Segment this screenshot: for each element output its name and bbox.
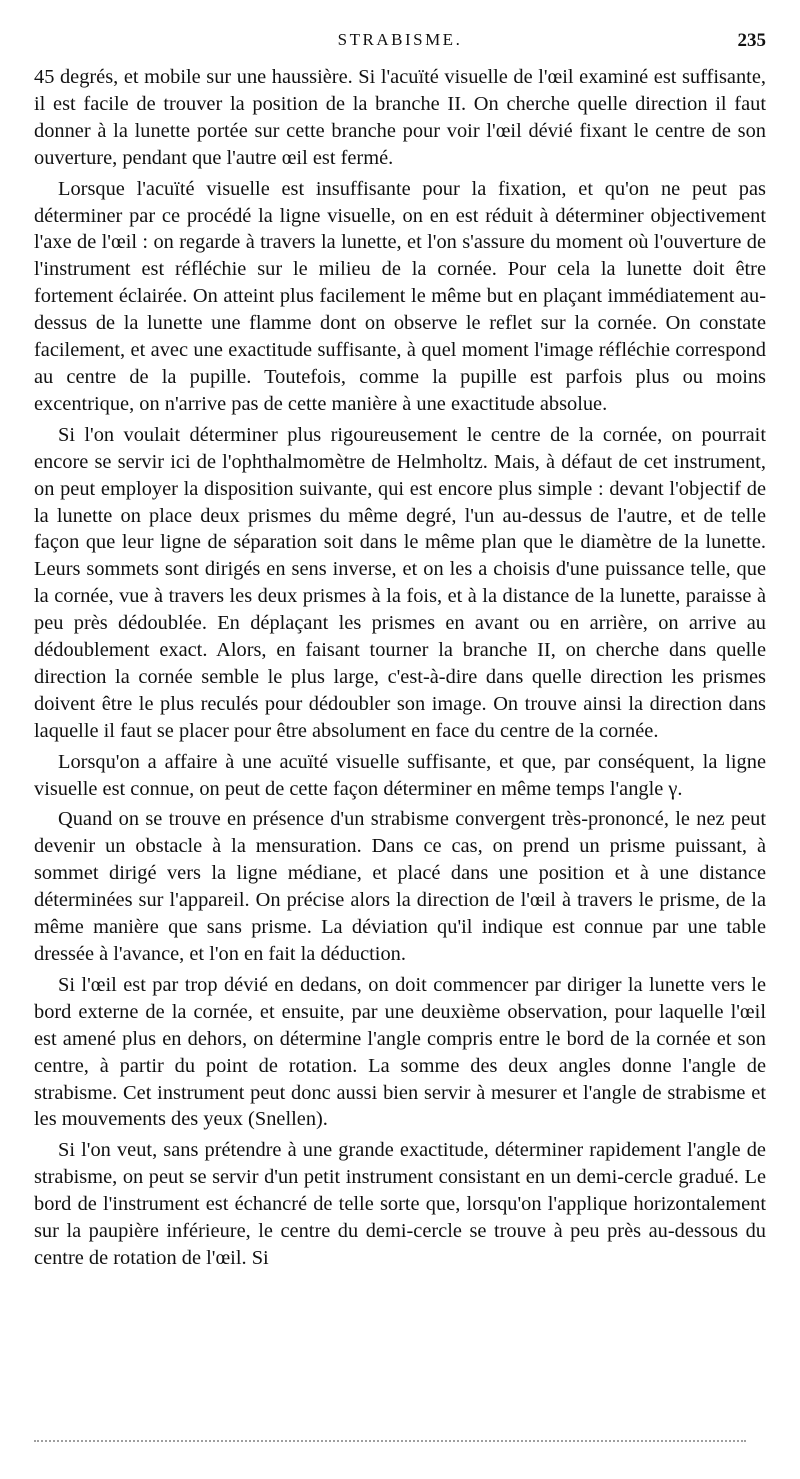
paragraph: Si l'œil est par trop dévié en dedans, on doit commencer par diriger la lunette vers le bord externe de la cornée, et ensuite, par une deuxième observation, pour laquelle l'œil est amené plus en dehors, on détermine l'angle compris entre le bord de la cornée et son centre, à partir du point de rotation. La somme des deux angles donne l'angle de strabisme. Cet instrument peut donc aussi bien servir à mesurer et l'angle de strabisme et les mouvements des yeux (Snellen). — [34, 973, 766, 1131]
body-text — [34, 64, 766, 1276]
paragraph: Quand on se trouve en présence d'un strabisme convergent très-prononcé, le nez peut devenir un obstacle à la mensuration. Dans ce cas, on prend un prisme puissant, à sommet dirigé vers la ligne médiane, et placé dans une position et à une distance déterminées sur l'appareil. On précise alors la direction de l'œil à travers le prisme, de la même manière que sans prisme. La déviation qu'il indique est connue par une table dressée à l'avance, et l'on en fait la déduction. — [34, 808, 766, 965]
paragraph: Si l'on veut, sans prétendre à une grande exactitude, déterminer rapidement l'angle de strabisme, on peut se servir d'un petit instrument consistant en un demi-cercle gradué. Le bord de l'instrument est échancré de telle sorte que, lorsqu'on l'applique horizontalement sur la paupière inférieure, le centre du demi-cercle se trouve à peu près au-dessous du centre de rotation de l'œil. Si — [34, 1139, 766, 1269]
paragraph: Si l'on voulait déterminer plus rigoureusement le centre de la cornée, on pourrait encore se servir ici de l'ophthalmomètre de Helmholtz. Mais, à défaut de cet instrument, on peut employer la disposition suivante, qui est encore plus simple : devant l'objectif de la lunette on place deux prismes du même degré, l'un au-dessus de l'autre, et de telle façon que leur ligne de séparation soit dans le même plan que le diamètre de la lunette. Leurs sommets sont dirigés en sens inverse, et on les a choisis d'une puissance telle, que la cornée, vue à travers les deux prismes à la fois, et à la distance de la lunette, paraisse à peu près dédoublée. En déplaçant les prismes en avant ou en arrière, on arrive au dédoublement exact. Alors, en faisant tourner la branche II, on cherche dans quelle direction la cornée semble le plus large, c'est-à-dire dans quelle direction les prismes doivent être le plus reculés pour dédoubler son image. On trouve ainsi la direction dans laquelle il faut se placer pour être absolument en face du centre de la cornée. — [34, 423, 766, 742]
running-title: STRABISME. — [337, 30, 463, 49]
paragraph: Lorsque l'acuïté visuelle est insuffisante pour la fixation, et qu'on ne peut pas déterminer par ce procédé la ligne visuelle, on en est réduit à déterminer objectivement l'axe de l'œil : on regarde à travers la lunette, et l'on s'assure du moment où l'ouverture de l'instrument est réfléchie sur le milieu de la cornée. Pour cela la lunette doit être fortement éclairée. On atteint plus facilement le même but en plaçant immédiatement au-dessus de la lunette une flamme dont on observe le reflet sur la cornée. On constate facilement, et avec une exactitude suffisante, à quel moment l'image réfléchie correspond au centre de la pupille. Toutefois, comme la pupille est parfois plus ou moins excentrique, on n'arrive pas de cette manière à une exactitude absolue. — [34, 177, 766, 415]
page-number: 235 — [737, 30, 766, 51]
paragraph: 45 degrés, et mobile sur une haussière. Si l'acuïté visuelle de l'œil examiné est suffisante, il est facile de trouver la position de la branche II. On cherche quelle direction il faut donner à la lunette portée sur cette branche pour voir l'œil dévié fixant le centre de son ouverture, pendant que l'autre œil est fermé. — [34, 66, 766, 169]
paragraph: Lorsqu'on a affaire à une acuïté visuelle suffisante, et que, par conséquent, la ligne visuelle est connue, on peut de cette façon déterminer en même temps l'angle γ. — [34, 750, 766, 800]
bottom-scan-artifact-rule — [34, 1440, 746, 1442]
running-header — [34, 30, 766, 56]
